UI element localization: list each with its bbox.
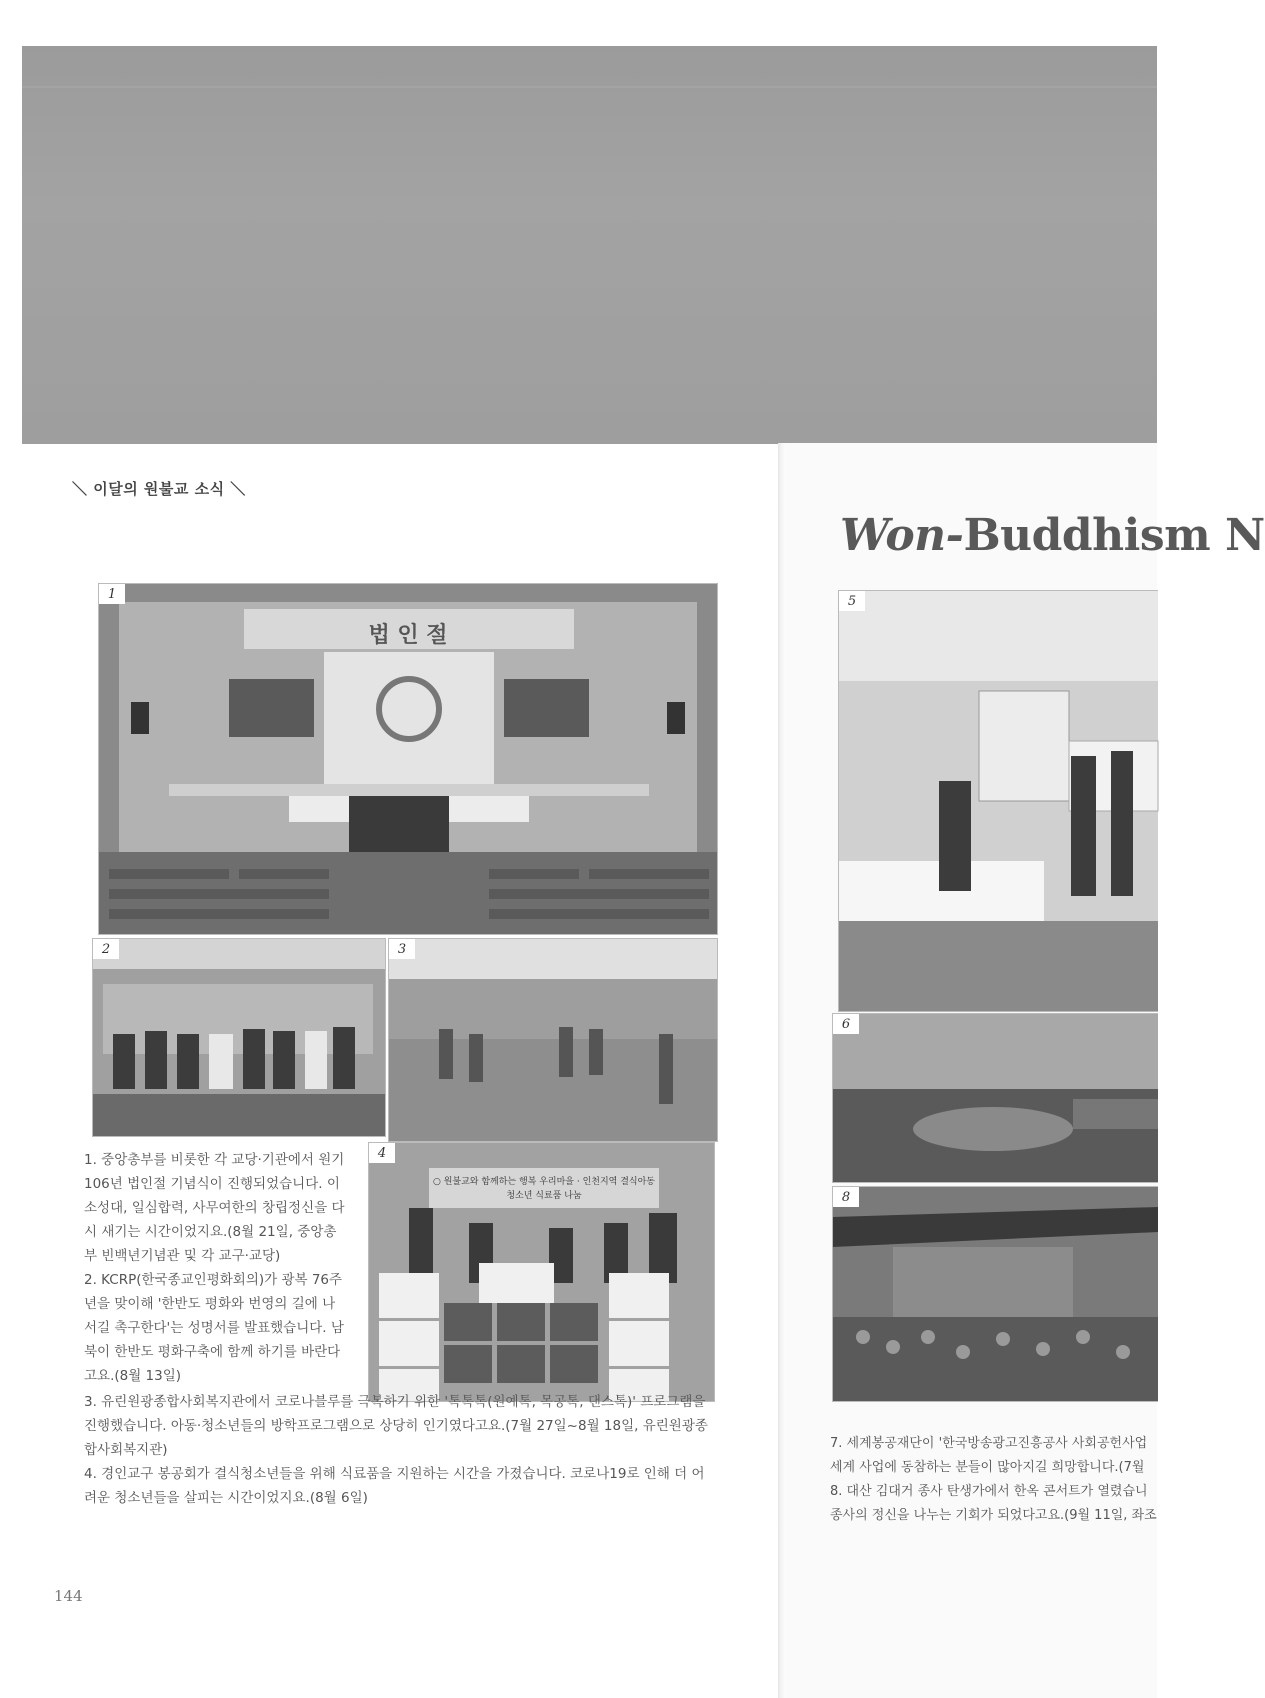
photo-6-aerial-view xyxy=(832,1013,1158,1183)
top-gray-band xyxy=(22,46,1157,444)
right-caption-line-3: 8. 대산 김대거 종사 탄생가에서 한옥 콘서트가 열렸습니 xyxy=(830,1484,1148,1499)
right-captions xyxy=(830,1432,1157,1528)
photo-number: 8 xyxy=(833,1187,859,1207)
donation-banner-text: ○ 원불교와 함께하는 행복 우리마을 · 인천지역 결식아동청소년 식료품 나눔 xyxy=(432,1177,655,1201)
caption-1: 1. 중앙총부를 비롯한 각 교당·기관에서 원기 106년 법인절 기념식이 진행되었습니다. 이 소성대, 일심합력, 사무여한의 창립정신을 다시 새기는 시간이었지요.(8월 21일, 중앙총부 빈백년기념관 및 각 교구·교당) xyxy=(84,1152,345,1264)
group-portrait-illustration xyxy=(93,939,385,1136)
photo-1-ceremony-hall xyxy=(98,583,718,935)
photo-3-dance-class xyxy=(388,938,718,1142)
caption-3: 3. 유린원광종합사회복지관에서 코로나블루를 극복하기 위한 '톡톡톡(원예톡, 목공톡, 댄스톡)' 프로그램을 진행했습니다. 아동·청소년들의 방학프로그램으로 상당히 인기였다고요.(7월 27일~8월 18일, 유린원광종합사회복지관) xyxy=(84,1394,708,1458)
photo-number: 5 xyxy=(839,591,865,611)
photo-number: 4 xyxy=(369,1143,395,1163)
photo-2-group-portrait xyxy=(92,938,386,1137)
right-caption-line-4: 종사의 정신을 나누는 기회가 되었다고요.(9월 11일, 좌조 xyxy=(830,1508,1157,1523)
photo-4-food-donation xyxy=(368,1142,715,1402)
right-page-title xyxy=(840,510,1265,561)
captions-narrow xyxy=(84,1148,348,1388)
title-italic-part: Won- xyxy=(840,510,964,561)
dance-class-illustration xyxy=(389,939,717,1141)
photo-number: 1 xyxy=(99,584,125,604)
page-seam xyxy=(778,443,786,1698)
photo-number: 6 xyxy=(833,1014,859,1034)
right-caption-line-1: 7. 세계봉공재단이 '한국방송광고진흥공사 사회공헌사업 xyxy=(830,1436,1148,1451)
photo-5-exhibition xyxy=(838,590,1158,1012)
caption-2: 2. KCRP(한국종교인평화회의)가 광복 76주년을 맞이해 '한반도 평화와 번영의 길에 나서길 촉구한다'는 성명서를 발표했습니다. 남북이 한반도 평화구축에 함께 하기를 바란다고요.(8월 13일) xyxy=(84,1272,344,1384)
ceremony-banner-text: 법 인 절 xyxy=(368,623,448,648)
hanok-concert-illustration xyxy=(833,1187,1158,1401)
right-caption-line-2: 세계 사업에 동참하는 분들이 많아지길 희망합니다.(7월 xyxy=(830,1460,1145,1475)
exhibition-illustration xyxy=(839,591,1158,1011)
page-number: 144 xyxy=(54,1587,83,1605)
aerial-view-illustration xyxy=(833,1014,1158,1182)
section-label: ＼ 이달의 원불교 소식 ＼ xyxy=(72,480,246,498)
photo-8-hanok-concert xyxy=(832,1186,1158,1402)
captions-wide xyxy=(84,1390,716,1510)
title-rest-part: Buddhism N xyxy=(963,510,1265,561)
photo-number: 3 xyxy=(389,939,415,959)
photo-number: 2 xyxy=(93,939,119,959)
caption-4: 4. 경인교구 봉공회가 결식청소년들을 위해 식료품을 지원하는 시간을 가졌습니다. 코로나19로 인해 더 어려운 청소년들을 살피는 시간이었지요.(8월 6일) xyxy=(84,1466,705,1506)
